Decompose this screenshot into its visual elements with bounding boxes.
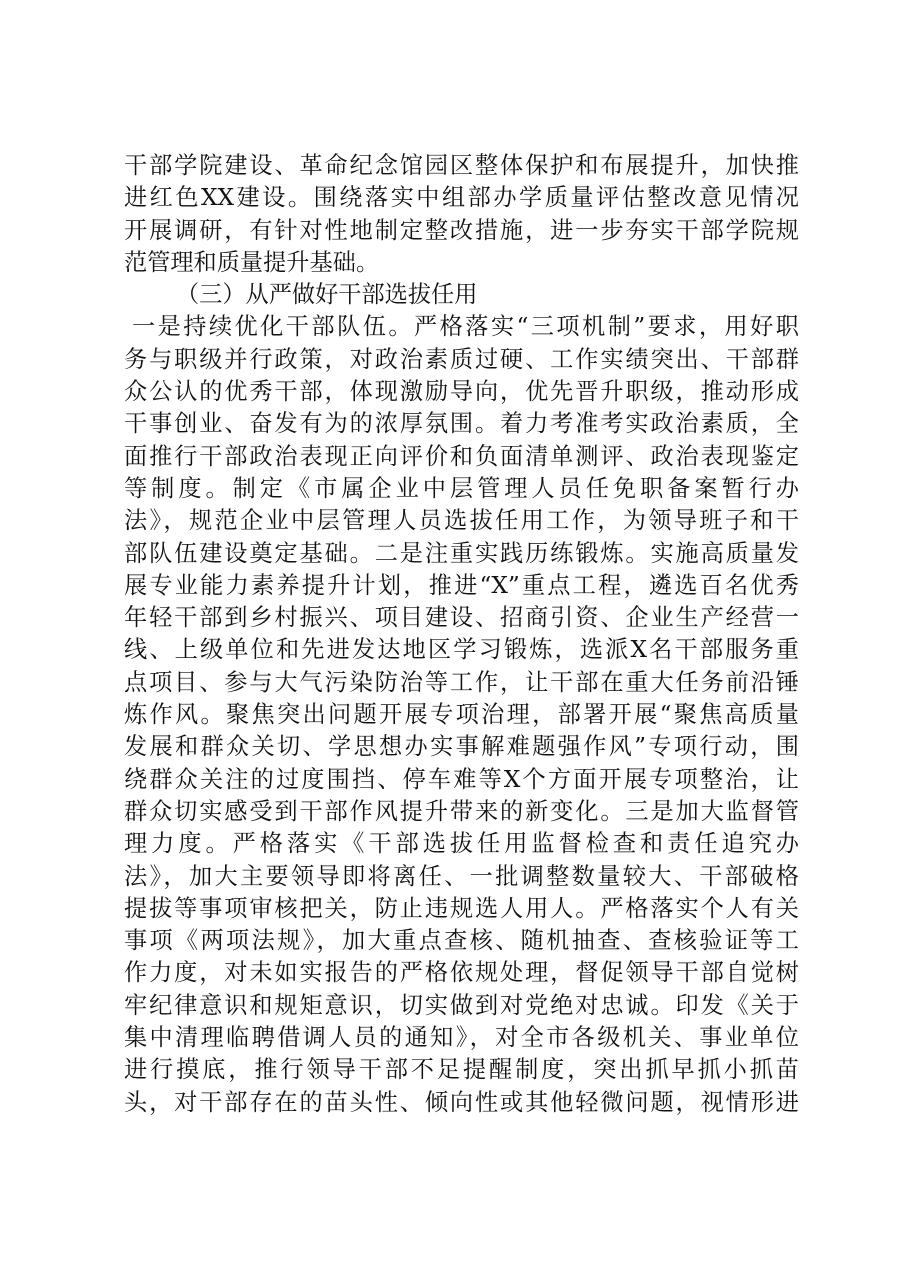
text-line: 务与职级并行政策，对政治素质过硬、工作实绩突出、干部群: [124, 345, 799, 373]
text-line: 集中清理临聘借调人员的通知》，对全市各级机关、事业单位: [124, 1024, 799, 1052]
text-line: 年轻干部到乡村振兴、项目建设、招商引资、企业生产经营一: [124, 604, 799, 632]
text-line: 干事创业、奋发有为的浓厚氛围。着力考准考实政治素质，全: [124, 410, 799, 438]
text-line: 发展和群众关切、学思想办实事解难题强作风”专项行动，围: [124, 733, 799, 761]
text-line: 面推行干部政治表现正向评价和负面清单测评、政治表现鉴定: [124, 442, 799, 470]
text-line: 事项《两项法规》，加大重点查核、随机抽查、查核验证等工: [124, 927, 799, 955]
text-line: 范管理和质量提升基础。: [124, 248, 380, 276]
text-line: 进红色XX建设。围绕落实中组部办学质量评估整改意见情况: [124, 184, 799, 212]
document-body: [124, 150, 799, 1119]
text-line: 法》，规范企业中层管理人员选拔任用工作，为领导班子和干: [124, 507, 799, 535]
text-line: 法》，加大主要领导即将离任、一批调整数量较大、干部破格: [124, 862, 799, 890]
text-line: 一是持续优化干部队伍。严格落实“三项机制”要求，用好职: [132, 313, 799, 341]
text-line: 干部学院建设、革命纪念馆园区整体保护和布展提升，加快推: [124, 152, 799, 179]
text-line: 头，对干部存在的苗头性、倾向性或其他轻微问题，视情形进: [124, 1088, 799, 1116]
text-line: 牢纪律意识和规矩意识，切实做到对党绝对忠诚。印发《关于: [124, 991, 799, 1019]
text-line: 线、上级单位和先进发达地区学习锻炼，选派X名干部服务重: [124, 636, 799, 664]
text-line: 群众切实感受到干部作风提升带来的新变化。三是加大监督管: [124, 797, 799, 825]
text-line: 部队伍建设奠定基础。二是注重实践历练锻炼。实施高质量发: [124, 539, 799, 567]
text-line: 展专业能力素养提升计划，推进“X”重点工程，遴选百名优秀: [124, 571, 799, 599]
text-line: 进行摸底，推行领导干部不足提醒制度，突出抓早抓小抓苗: [124, 1056, 799, 1084]
text-line: 点项目、参与大气污染防治等工作，让干部在重大任务前沿锤: [124, 668, 799, 696]
text-line: 提拔等事项审核把关，防止违规选人用人。严格落实个人有关: [124, 894, 799, 922]
text-line: 开展调研，有针对性地制定整改措施，进一步夯实干部学院规: [124, 216, 799, 244]
text-line: 炼作风。聚焦突出问题开展专项治理，部署开展“聚焦高质量: [124, 701, 799, 729]
text-line: 绕群众关注的过度围挡、停车难等X个方面开展专项整治，让: [124, 765, 799, 793]
text-line: 众公认的优秀干部，体现激励导向，优先晋升职级，推动形成: [124, 378, 799, 406]
text-line: 等制度。制定《市属企业中层管理人员任免职备案暂行办: [124, 474, 799, 502]
text-line: 作力度，对未如实报告的严格依规处理，督促领导干部自觉树: [124, 959, 799, 987]
section-heading: （三）从严做好干部选拔任用: [176, 281, 478, 309]
text-line: 理力度。严格落实《干部选拔任用监督检查和责任追究办: [124, 830, 799, 858]
